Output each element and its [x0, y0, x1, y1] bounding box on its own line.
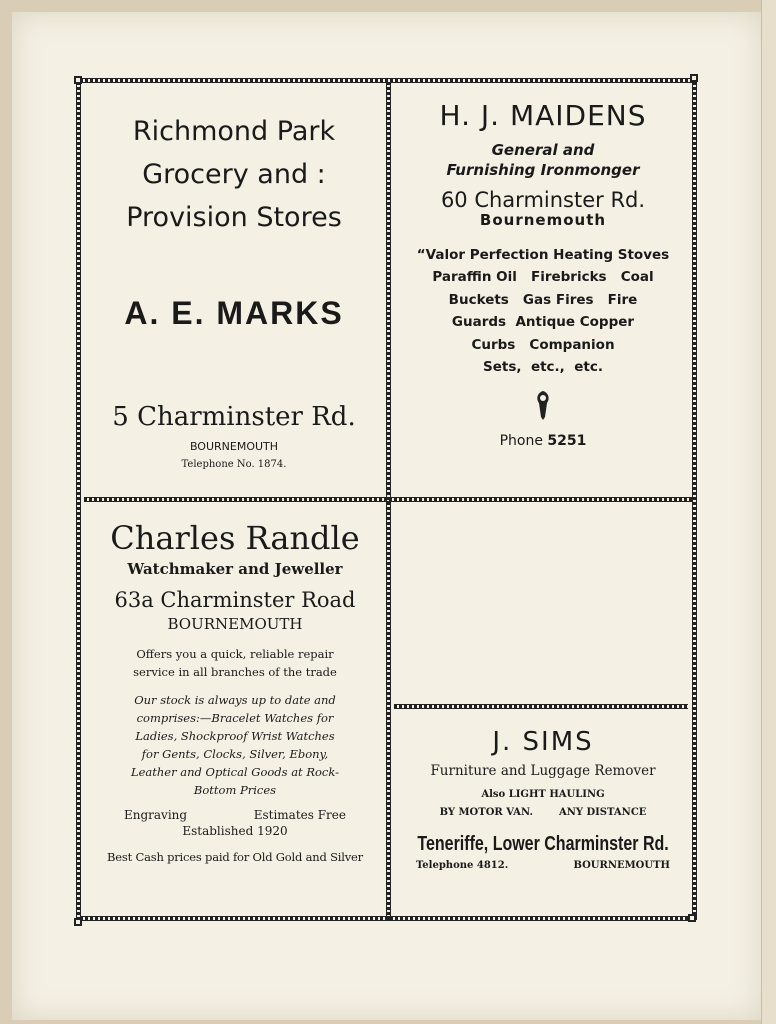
offer-line: service in all branches of the trade	[133, 665, 337, 680]
town: BOURNEMOUTH	[573, 860, 670, 872]
frame-right-divider	[394, 704, 688, 709]
cash-offer: Best Cash prices paid for Old Gold and Silver	[107, 850, 363, 865]
frame-middle-divider	[84, 497, 692, 502]
business-name: A. E. MARKS	[124, 295, 344, 331]
frame-corner	[690, 74, 698, 82]
trade: Furniture and Luggage Remover	[430, 762, 656, 779]
frame-corner	[74, 918, 82, 926]
distance-line: ANY DISTANCE	[558, 806, 647, 818]
goods-line: Guards Antique Copper	[451, 314, 635, 331]
ad-title-line: Richmond Park	[132, 116, 336, 147]
business-name: J. SIMS	[492, 727, 594, 757]
town: Bournemouth	[479, 211, 607, 230]
trade: Watchmaker and Jeweller	[127, 559, 343, 578]
phone-number: 5251	[547, 432, 587, 449]
page-edge	[761, 0, 776, 1024]
ad-charles-randle	[84, 520, 386, 864]
goods-line: “Valor Perfection Heating Stoves	[416, 246, 670, 263]
telephone: Telephone No. 1874.	[181, 459, 287, 470]
town: BOURNEMOUTH	[189, 440, 279, 453]
stock-line: Leather and Optical Goods at Rock-	[130, 765, 340, 780]
business-name: H. J. MAIDENS	[439, 99, 647, 132]
stock-line: comprises:—Bracelet Watches for	[136, 711, 334, 726]
business-name: Charles Randle	[110, 519, 360, 557]
estimates: Estimates Free	[253, 808, 346, 823]
address: 60 Charminster Rd.	[440, 188, 646, 213]
goods-line: Paraffin Oil Firebricks Coal	[432, 269, 654, 286]
goods-line: Buckets Gas Fires Fire	[448, 291, 638, 308]
also-line: Also LIGHT HAULING	[481, 789, 605, 801]
goods-line: Curbs Companion	[471, 336, 615, 353]
subtitle-line: Furnishing Ironmonger	[446, 161, 640, 180]
address: 63a Charminster Road	[114, 588, 356, 613]
established: Established 1920	[182, 824, 288, 839]
frame-right-border	[692, 82, 697, 920]
offer-line: Offers you a quick, reliable repair	[136, 647, 334, 662]
stock-line: for Gents, Clocks, Silver, Ebony,	[141, 747, 329, 762]
ad-title-line: Provision Stores	[126, 202, 342, 233]
town: BOURNEMOUTH	[167, 615, 303, 634]
frame-corner	[688, 914, 696, 922]
subtitle-line: General and	[491, 141, 595, 160]
goods-line: Sets, etc., etc.	[483, 359, 603, 376]
stock-line: Bottom Prices	[193, 783, 277, 798]
frame-left-border	[76, 82, 81, 920]
ornament-icon	[394, 389, 692, 421]
ad-hj-maidens	[394, 100, 692, 449]
ad-title-line: Grocery and :	[142, 159, 326, 190]
telephone: Telephone 4812.	[416, 860, 509, 872]
phone-label: Phone	[499, 432, 543, 449]
address: 5 Charminster Rd.	[112, 402, 356, 432]
engraving: Engraving	[124, 808, 188, 823]
frame-corner	[74, 76, 82, 84]
ad-ae-marks	[86, 110, 382, 470]
stock-line: Ladies, Shockproof Wrist Watches	[135, 729, 335, 744]
stock-line: Our stock is always up to date and	[134, 693, 336, 708]
address: Teneriffe, Lower Charminster Rd.	[417, 833, 669, 856]
van-line: BY MOTOR VAN.	[439, 806, 533, 818]
ad-j-sims	[394, 728, 692, 872]
